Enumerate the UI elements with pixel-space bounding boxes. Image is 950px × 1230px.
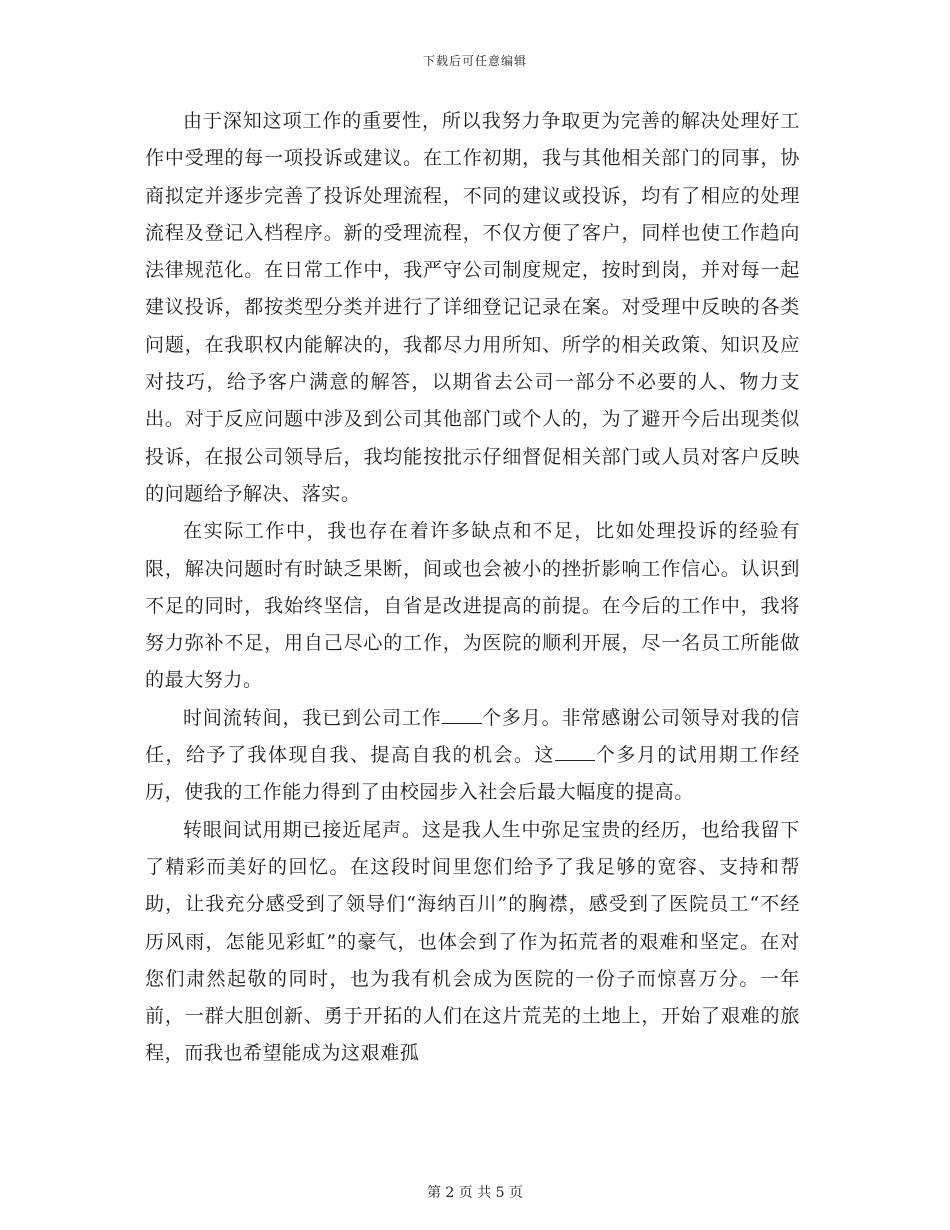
paragraph-text-segment: 个多月的试用期工作经历，使我的工作能力得到了由校园步入社会后最大幅度的提高。	[145, 744, 800, 804]
document-body	[145, 103, 800, 1073]
paragraph-time-passing	[145, 700, 800, 812]
page-header-note: 下载后可任意编辑	[422, 54, 527, 68]
paragraph-probation-ending: 转眼间试用期已接近尾声。这是我人生中弥足宝贵的经历，也给我留下了精彩而美好的回忆。在这段时间里您们给予了我足够的宽容、支持和帮助，让我充分感受到了领导们“海纳百川”的胸襟，感受到了医院员工“不经历风雨，怎能见彩虹”的豪气，也体会到了作为拓荒者的艰难和坚定。在对您们肃然起敬的同时，也为我有机会成为医院的一份子而惊喜万分。一年前，一群大胆创新、勇于开拓的人们在这片荒芜的土地上，开始了艰难的旅程，而我也希望能成为这艰难孤	[145, 818, 800, 1065]
fill-in-blank	[442, 705, 482, 724]
paragraph-complaint-handling: 由于深知这项工作的重要性，所以我努力争取更为完善的解决处理好工作中受理的每一项投诉或建议。在工作初期，我与其他相关部门的同事，协商拟定并逐步完善了投诉处理流程，不同的建议或投诉，均有了相应的处理流程及登记入档程序。新的受理流程，不仅方便了客户，同样也使工作趋向法律规范化。在日常工作中，我严守公司制度规定，按时到岗，并对每一起建议投诉，都按类型分类并进行了详细登记记录在案。对受理中反映的各类问题，在我职权内能解决的，我都尽力用所知、所学的相关政策、知识及应对技巧，给予客户满意的解答，以期省去公司一部分不必要的人、物力支出。对于反应问题中涉及到公司其他部门或个人的，为了避开今后出现类似投诉，在报公司领导后，我均能按批示仔细督促相关部门或人员对客户反映的问题给予解决、落实。	[145, 110, 800, 505]
paragraph-text-segment: 个多月。非常感谢公司领导对我的信任，给予了我体现自我、提高自我的机会。这	[145, 706, 800, 767]
fill-in-blank	[555, 742, 595, 761]
paragraph-shortcomings: 在实际工作中，我也存在着许多缺点和不足，比如处理投诉的经验有限，解决问题时有时缺乏果断，间或也会被小的挫折影响工作信心。认识到不足的同时，我始终坚信，自省是改进提高的前提。在今后的工作中，我将努力弥补不足，用自己尽心的工作，为医院的顺利开展，尽一名员工所能做的最大努力。	[145, 520, 800, 692]
page-footer-number: 第 2 页 共 5 页	[426, 1185, 524, 1201]
paragraph-text-segment: 时间流转间，我已到公司工作	[183, 706, 442, 729]
